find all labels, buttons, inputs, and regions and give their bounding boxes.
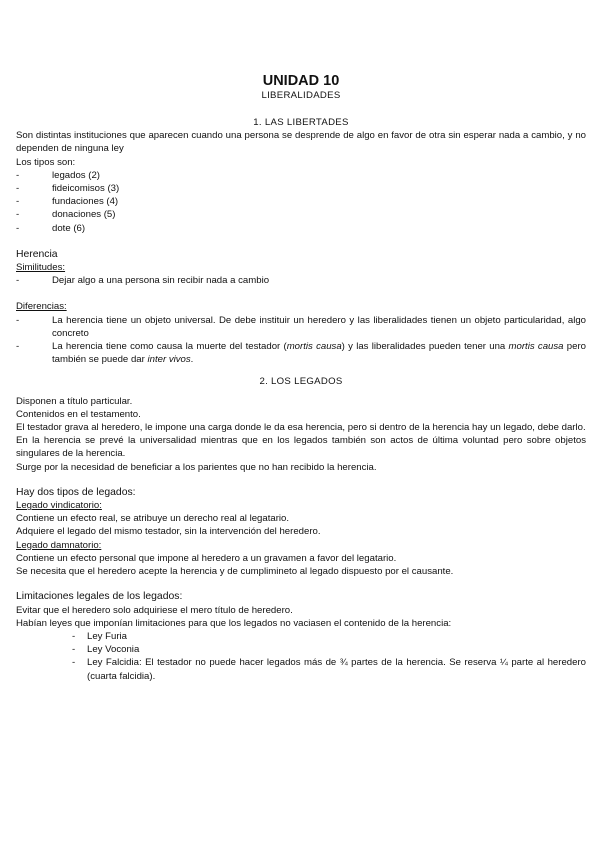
text-run: . — [190, 354, 194, 366]
spacer — [16, 287, 586, 300]
list-item: - donaciones (5) — [16, 208, 586, 221]
italic-term: inter vivos — [147, 354, 191, 366]
spacer — [16, 474, 586, 486]
section-1-intro: Son distintas instituciones que aparecen cuando una persona se desprende de algo en favor de otra sin esperar nada a cambio, y no dependen de ninguna ley — [16, 130, 586, 155]
paragraph-line: Contiene un efecto personal que impone al heredero a un gravamen a favor del legatario. — [16, 552, 397, 564]
paragraph-line: En la herencia se prevé la universalidad mientras que en los legados también son actos de última voluntad pero sobre objetos singulares de la herencia. — [16, 435, 586, 460]
text-run: pero también se puede dar — [52, 341, 586, 366]
diferencias-list — [16, 314, 586, 367]
types-list — [16, 169, 586, 235]
spacer — [16, 366, 586, 375]
paragraph-line: Habían leyes que imponían limitaciones para que los legados no vaciasen el contenido de la herencia: — [16, 617, 452, 629]
list-item: - Dejar algo a una persona sin recibir nada a cambio — [16, 274, 586, 287]
text-run: ) y las liberalidades pueden tener una — [341, 341, 509, 353]
paragraph-line: Contenidos en el testamento. — [16, 408, 141, 420]
list-item: - La herencia tiene un objeto universal. De debe instituir un heredero y las liberalidades tienen un objeto particularidad, algo concreto — [16, 314, 586, 340]
similitudes-list — [16, 274, 586, 287]
paragraph-line: Se necesita que el heredero acepte la herencia y de cumplimineto al legado dispuesto por el causante. — [16, 566, 454, 578]
limitations-heading: Limitaciones legales de los legados: — [16, 591, 183, 603]
text-run: La herencia tiene como causa la muerte del testador ( — [52, 341, 287, 353]
list-item: - fundaciones (4) — [16, 195, 586, 208]
unit-subtitle: LIBERALIDADES — [261, 90, 341, 101]
section-2-heading: 2. LOS LEGADOS — [259, 376, 343, 388]
diferencias-label: Diferencias: — [16, 301, 67, 313]
paragraph-line: Disponen a título particular. — [16, 395, 133, 407]
italic-term: mortis causa — [508, 341, 564, 353]
paragraph-line: Adquiere el legado del mismo testador, sin la intervención del heredero. — [16, 526, 321, 538]
paragraph-line: El testador grava al heredero, le impone una carga donde le da esa herencia, pero si dentro de la herencia hay un legado, debe darlo. — [16, 422, 586, 434]
list-item: - legados (2) — [16, 169, 586, 182]
section-1-heading: 1. LAS LIBERTADES — [253, 117, 349, 128]
list-item: - Ley Voconia — [72, 643, 586, 656]
herencia-heading: Herencia — [16, 248, 58, 260]
paragraph-line: Evitar que el heredero solo adquiriese el mero título de heredero. — [16, 604, 293, 616]
spacer — [16, 578, 586, 590]
damnatorio-label: Legado damnatorio: — [16, 539, 102, 551]
unit-title: UNIDAD 10 — [262, 73, 340, 89]
paragraph-line: Contiene un efecto real, se atribuye un derecho real al legatario. — [16, 513, 290, 525]
similitudes-label: Similitudes: — [16, 262, 66, 274]
legado-types-heading: Hay dos tipos de legados: — [16, 486, 136, 498]
laws-list — [16, 630, 586, 683]
paragraph-line: Surge por la necesidad de beneficiar a los parientes que no han recibido la herencia. — [16, 461, 377, 473]
spacer — [16, 235, 586, 248]
document-body — [16, 73, 586, 683]
list-item: - Ley Furia — [72, 630, 586, 643]
types-label: Los tipos son: — [16, 156, 76, 168]
list-item: - fideicomisos (3) — [16, 182, 586, 195]
list-item: - dote (6) — [16, 222, 586, 235]
italic-term: mortis causa — [286, 341, 342, 353]
vindicatorio-label: Legado vindicatorio: — [16, 500, 102, 512]
list-item — [16, 340, 586, 366]
list-item: - Ley Falcidia: El testador no puede hacer legados más de ¾ partes de la herencia. Se reserva ¼ parte al heredero (cuarta falcidia). — [72, 656, 586, 682]
